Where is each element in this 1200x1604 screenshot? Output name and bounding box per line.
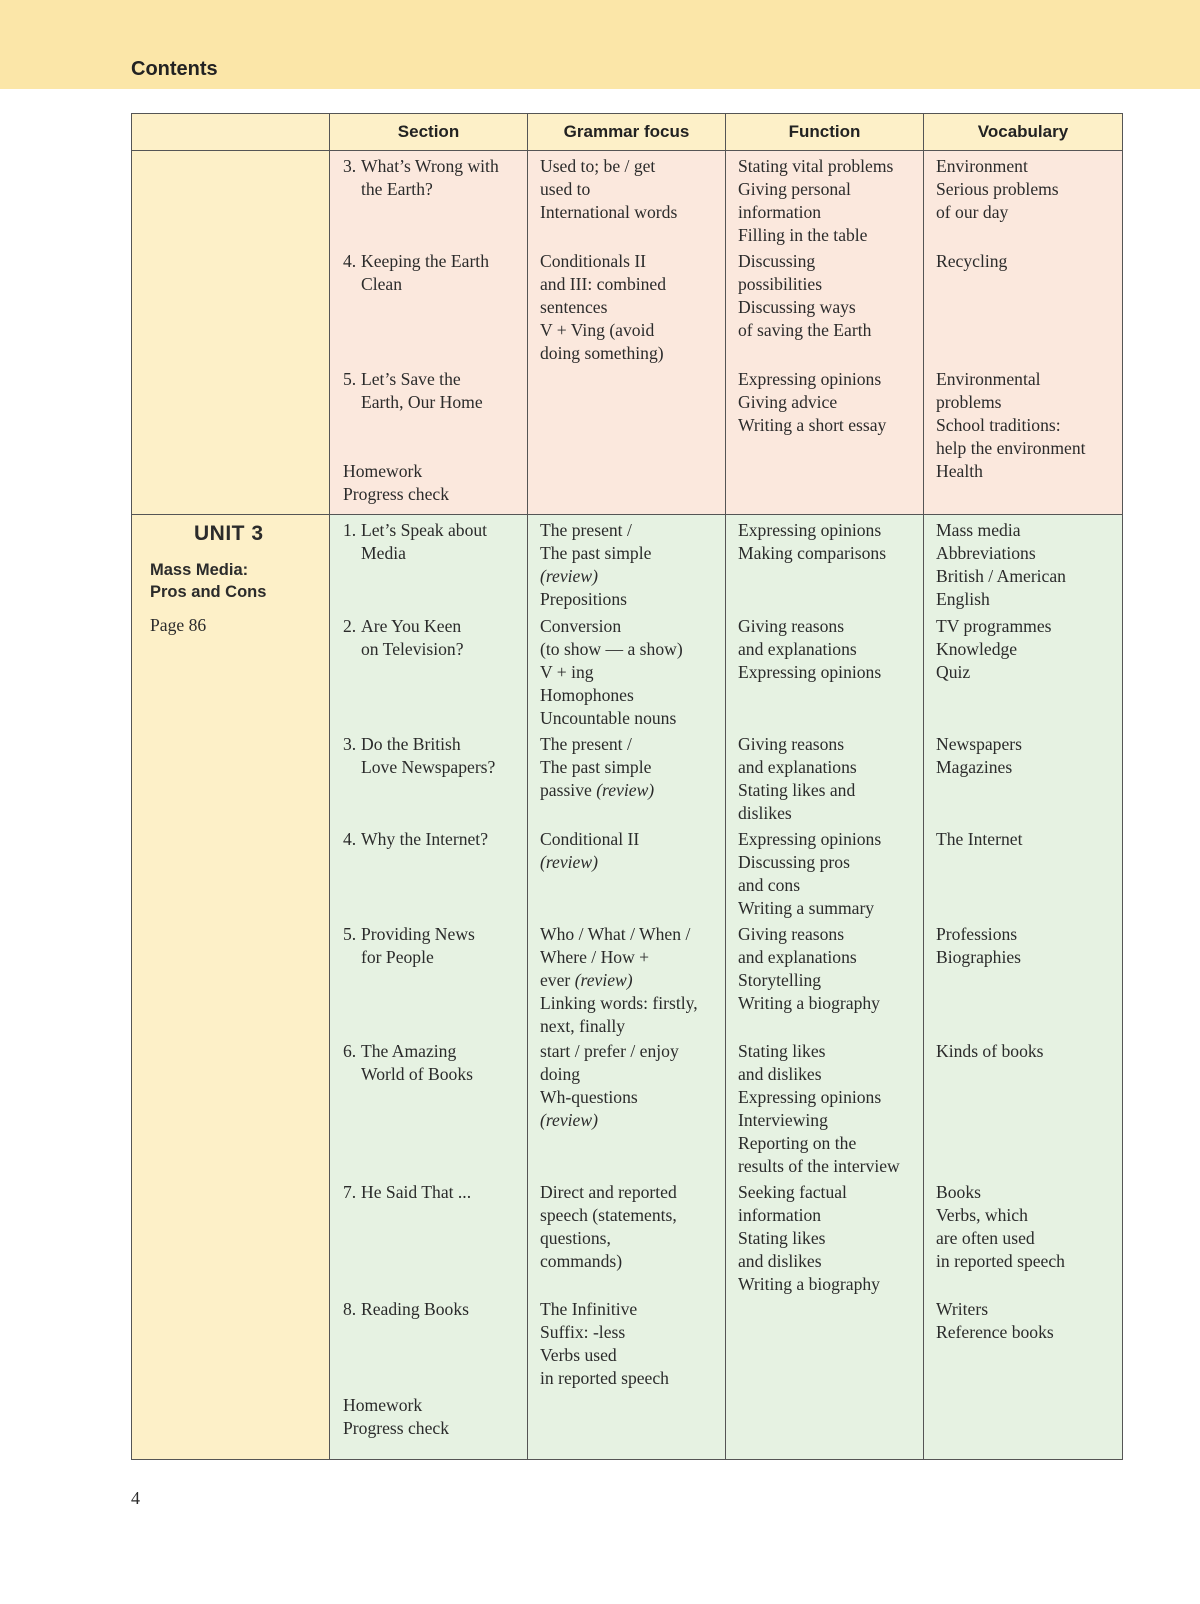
section-entry bbox=[343, 828, 525, 851]
function-entry: Expressing opinions Discussing pros and cons Writing a summary bbox=[738, 829, 882, 918]
section-number: 6. bbox=[343, 1041, 357, 1061]
homework-progress-check: Homework Progress check bbox=[343, 461, 450, 504]
vocabulary-entry: Newspapers Magazines bbox=[936, 734, 1022, 777]
section-entry bbox=[343, 155, 525, 201]
function-entry: Discussing possibilities Discussing ways of saving the Earth bbox=[738, 251, 872, 340]
section-number: 2. bbox=[343, 616, 357, 636]
unit3-row bbox=[132, 515, 1123, 1460]
section-entry bbox=[343, 1298, 525, 1321]
function-entry: Stating likes and dislikes Expressing opinions Interviewing Reporting on the results of the interview bbox=[738, 1041, 900, 1176]
section-title: He Said That ... bbox=[361, 1182, 472, 1202]
section-number: 5. bbox=[343, 924, 357, 944]
function-entry: Giving reasons and explanations Stating likes and dislikes bbox=[738, 734, 857, 823]
vocabulary-entry: The Internet bbox=[936, 829, 1023, 849]
contents-table bbox=[131, 113, 1123, 1460]
vocabulary-entry: Professions Biographies bbox=[936, 924, 1022, 967]
function-entry: Expressing opinions Making comparisons bbox=[738, 520, 887, 563]
grammar-entry: The present / The past simple passive (review) bbox=[540, 734, 655, 800]
section-entry bbox=[343, 923, 525, 969]
section-number: 4. bbox=[343, 829, 357, 849]
page-number: 4 bbox=[131, 1488, 140, 1508]
column-header-function: Function bbox=[726, 114, 924, 151]
section-title: The Amazing World of Books bbox=[361, 1041, 473, 1084]
section-title: Are You Keen on Television? bbox=[361, 616, 464, 659]
unit-cell-empty bbox=[132, 151, 330, 515]
grammar-entry: Direct and reported speech (statements, questions, commands) bbox=[540, 1182, 677, 1271]
page-title: Contents bbox=[131, 58, 218, 80]
function-entry: Stating vital problems Giving personal information Filling in the table bbox=[738, 156, 894, 245]
section-title: Keeping the Earth Clean bbox=[361, 251, 489, 294]
section-entry bbox=[343, 519, 525, 565]
section-cell bbox=[330, 151, 528, 515]
column-header-vocabulary: Vocabulary bbox=[924, 114, 1123, 151]
vocabulary-entry: Environment Serious problems of our day bbox=[936, 156, 1059, 222]
grammar-entry: Conditionals II and III: combined sentences V + Ving (avoid doing something) bbox=[540, 251, 667, 363]
section-entry bbox=[343, 1040, 525, 1086]
section-title: Why the Internet? bbox=[361, 829, 489, 849]
section-number: 8. bbox=[343, 1299, 357, 1319]
column-header-section: Section bbox=[330, 114, 528, 151]
grammar-cell bbox=[528, 515, 726, 1460]
section-entry bbox=[343, 368, 525, 414]
section-number: 4. bbox=[343, 251, 357, 271]
header-bar bbox=[0, 0, 1200, 89]
vocabulary-entry: TV programmes Knowledge Quiz bbox=[936, 616, 1052, 682]
vocabulary-entry: Writers Reference books bbox=[936, 1299, 1054, 1342]
unit-cell bbox=[132, 515, 330, 1460]
unit-page: Page 86 bbox=[150, 615, 207, 635]
section-title: Let’s Save the Earth, Our Home bbox=[361, 369, 483, 412]
function-entry: Expressing opinions Giving advice Writing a short essay bbox=[738, 369, 887, 435]
section-entry bbox=[343, 733, 525, 779]
grammar-cell bbox=[528, 151, 726, 515]
column-header-grammar: Grammar focus bbox=[528, 114, 726, 151]
grammar-entry: Used to; be / get used to International words bbox=[540, 156, 678, 222]
unit-title: Mass Media: Pros and Cons bbox=[150, 561, 267, 601]
vocabulary-entry: Mass media Abbreviations British / American English bbox=[936, 520, 1066, 609]
section-title: Do the British Love Newspapers? bbox=[361, 734, 496, 777]
vocabulary-cell bbox=[924, 515, 1123, 1460]
section-number: 3. bbox=[343, 156, 357, 176]
section-number: 1. bbox=[343, 520, 357, 540]
section-title: Providing News for People bbox=[361, 924, 475, 967]
grammar-entry: Conversion (to show — a show) V + ing Homophones Uncountable nouns bbox=[540, 616, 683, 728]
section-entry bbox=[343, 615, 525, 661]
function-entry: Giving reasons and explanations Expressing opinions bbox=[738, 616, 882, 682]
grammar-entry: The Infinitive Suffix: -less Verbs used in reported speech bbox=[540, 1299, 669, 1388]
section-number: 7. bbox=[343, 1182, 357, 1202]
section-number: 3. bbox=[343, 734, 357, 754]
grammar-entry: start / prefer / enjoy doing Wh-questions (review) bbox=[540, 1041, 679, 1130]
vocabulary-entry: Environmental problems School traditions: help the environment Health bbox=[936, 369, 1086, 481]
header-row bbox=[132, 114, 1123, 151]
section-number: 5. bbox=[343, 369, 357, 389]
unit-column-header bbox=[132, 114, 330, 151]
section-title: Let’s Speak about Media bbox=[361, 520, 488, 563]
function-cell bbox=[726, 151, 924, 515]
homework-progress-check: Homework Progress check bbox=[343, 1395, 450, 1438]
vocabulary-entry: Recycling bbox=[936, 251, 1008, 271]
function-cell bbox=[726, 515, 924, 1460]
section-title: Reading Books bbox=[361, 1299, 470, 1319]
unit2-continued-row bbox=[132, 151, 1123, 515]
section-entry bbox=[343, 1181, 525, 1204]
unit-label: UNIT 3 bbox=[194, 522, 264, 545]
function-entry: Giving reasons and explanations Storytelling Writing a biography bbox=[738, 924, 880, 1013]
vocabulary-cell bbox=[924, 151, 1123, 515]
function-entry: Seeking factual information Stating likes and dislikes Writing a biography bbox=[738, 1182, 880, 1294]
section-cell bbox=[330, 515, 528, 1460]
vocabulary-entry: Kinds of books bbox=[936, 1041, 1044, 1061]
section-title: What’s Wrong with the Earth? bbox=[361, 156, 499, 199]
section-entry bbox=[343, 250, 525, 296]
grammar-entry: Who / What / When / Where / How + ever (review) Linking words: firstly, next, finally bbox=[540, 924, 698, 1036]
grammar-entry: Conditional II (review) bbox=[540, 829, 640, 872]
vocabulary-entry: Books Verbs, which are often used in reported speech bbox=[936, 1182, 1065, 1271]
grammar-entry: The present / The past simple (review) Prepositions bbox=[540, 520, 652, 609]
